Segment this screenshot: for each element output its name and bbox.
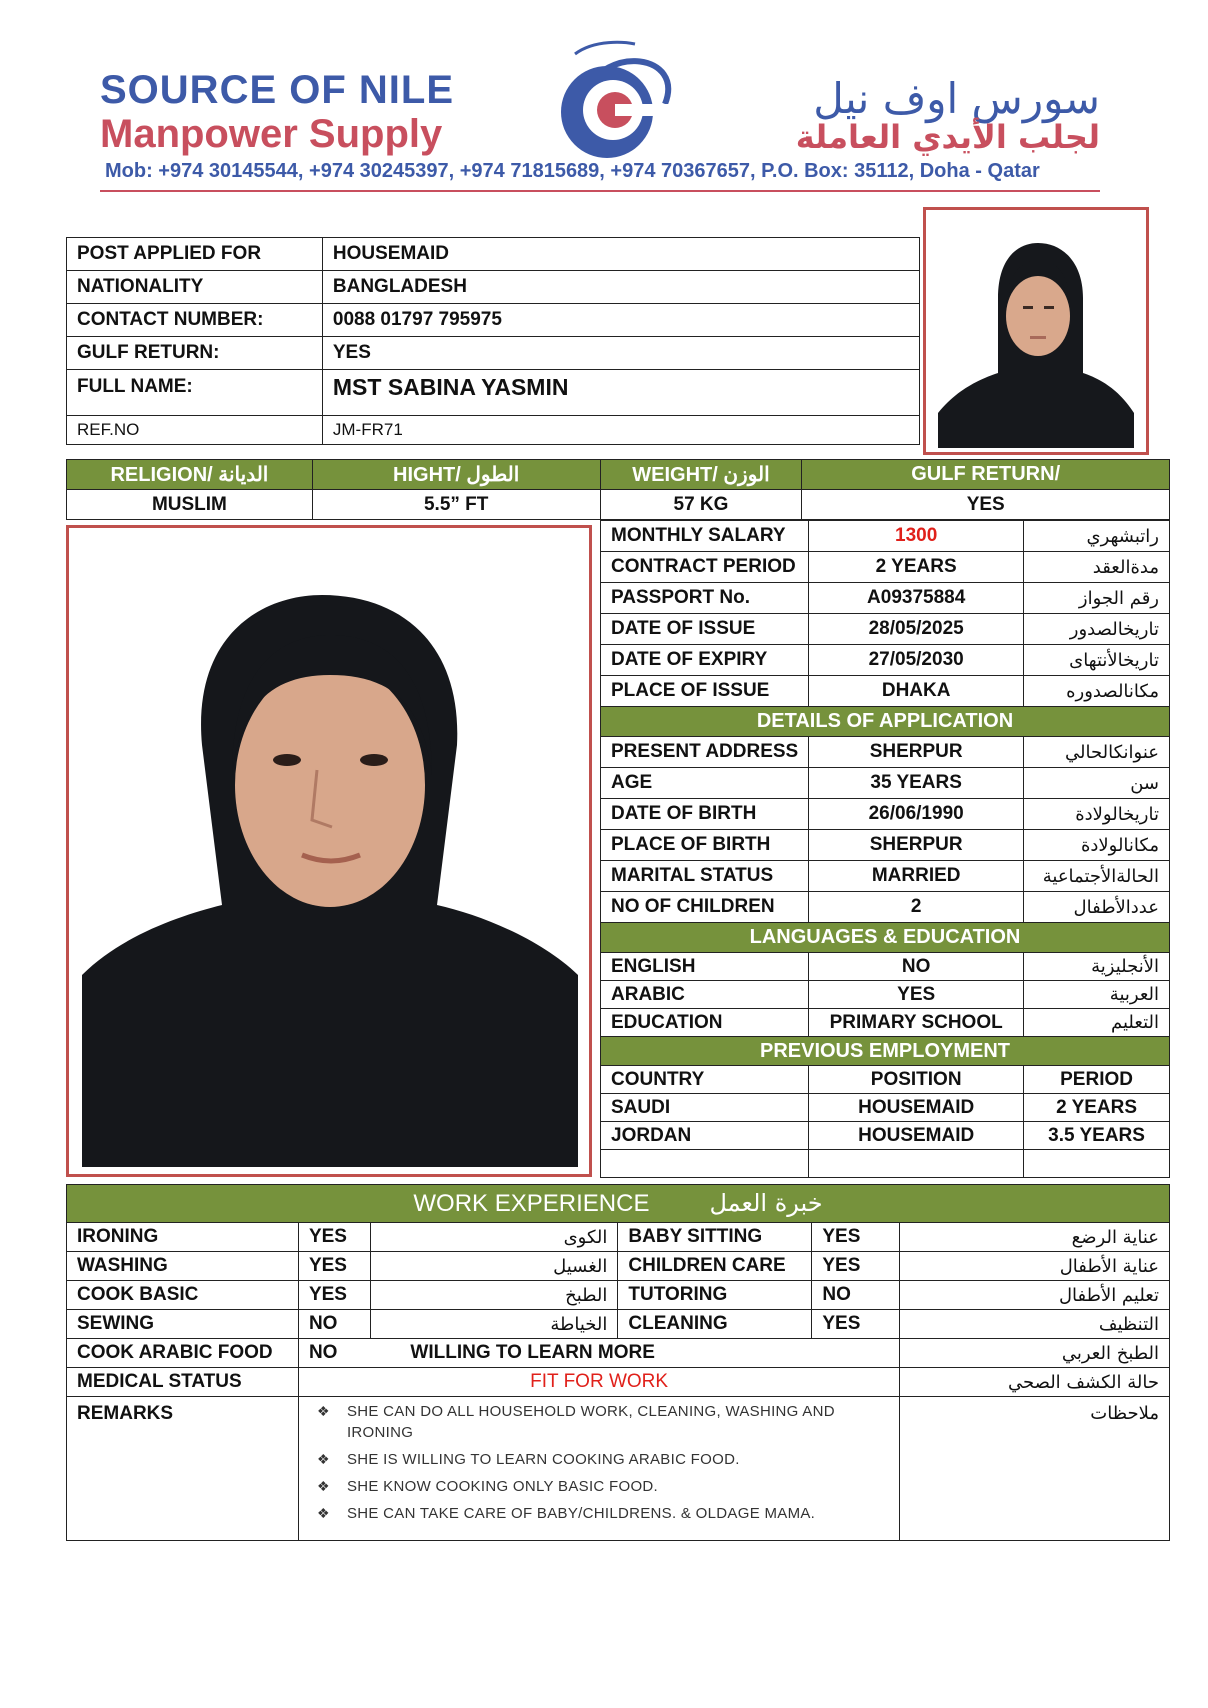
details-value: 26/06/1990 (809, 799, 1024, 830)
language-value: YES (809, 981, 1024, 1009)
skill-value: YES (298, 1281, 370, 1310)
work-title-en: WORK EXPERIENCE (413, 1190, 650, 1217)
arabic-food-label: COOK ARABIC FOOD (67, 1339, 299, 1368)
details-label-ar: الحالةالأجتماعية (1024, 861, 1170, 892)
contract-value: 27/05/2030 (809, 645, 1024, 676)
remark-item: ❖ SHE IS WILLING TO LEARN COOKING ARABIC FOOD. (347, 1449, 889, 1470)
details-value: SHERPUR (809, 830, 1024, 861)
company-name-ar: سورس اوف نيل (813, 74, 1100, 123)
table-row (601, 552, 1170, 583)
physical-info-table (66, 459, 1170, 520)
table-row (601, 799, 1170, 830)
header-divider (100, 190, 1100, 192)
full-name-value: MST SABINA YASMIN (322, 370, 919, 416)
skill-label: SEWING (67, 1310, 299, 1339)
skill-label: COOK BASIC (67, 1281, 299, 1310)
table-row (601, 614, 1170, 645)
gulf-return-value: YES (322, 337, 919, 370)
language-label-ar: التعليم (1024, 1009, 1170, 1037)
company-subtitle-ar: لجلب الأيدي العاملة (795, 118, 1100, 156)
details-label: DATE OF BIRTH (601, 799, 809, 830)
skill-label-ar: الغسيل (370, 1252, 618, 1281)
weight-value: 57 KG (600, 490, 802, 520)
contract-label: DATE OF EXPIRY (601, 645, 809, 676)
table-row (67, 1281, 1170, 1310)
contract-value: 2 YEARS (809, 552, 1024, 583)
work-title-ar: خبرة العمل (709, 1189, 823, 1217)
table-row (67, 1223, 1170, 1252)
gulf-value: YES (802, 490, 1170, 520)
employment-position-header: POSITION (809, 1066, 1024, 1094)
details-label: AGE (601, 768, 809, 799)
company-logo (545, 34, 685, 174)
remark-item: ❖ SHE CAN TAKE CARE OF BABY/CHILDRENS. & OLDAGE MAMA. (347, 1503, 889, 1524)
table-row (601, 861, 1170, 892)
contract-label: CONTRACT PERIOD (601, 552, 809, 583)
table-row (67, 1252, 1170, 1281)
remark-item: ❖ SHE KNOW COOKING ONLY BASIC FOOD. (347, 1476, 889, 1497)
contract-value: 1300 (809, 521, 1024, 552)
height-value: 5.5” FT (312, 490, 600, 520)
language-label: ENGLISH (601, 953, 809, 981)
arabic-food-note: WILLING TO LEARN MORE (370, 1339, 899, 1368)
details-label: NO OF CHILDREN (601, 892, 809, 923)
table-row (601, 768, 1170, 799)
skill-label: BABY SITTING (618, 1223, 812, 1252)
contract-label: PASSPORT No. (601, 583, 809, 614)
employment-empty-position (809, 1150, 1024, 1178)
contract-value: DHAKA (809, 676, 1024, 707)
language-label: ARABIC (601, 981, 809, 1009)
work-title-row (67, 1185, 1170, 1223)
skill-label-ar: عناية الرضع (900, 1223, 1170, 1252)
contract-value: A09375884 (809, 583, 1024, 614)
table-row (601, 737, 1170, 768)
applicant-photo-large (82, 545, 578, 1167)
skill-value: NO (298, 1310, 370, 1339)
language-value: PRIMARY SCHOOL (809, 1009, 1024, 1037)
details-label-ar: مكانالولادة (1024, 830, 1170, 861)
contract-label: MONTHLY SALARY (601, 521, 809, 552)
full-name-label: FULL NAME: (67, 370, 323, 416)
contract-label: DATE OF ISSUE (601, 614, 809, 645)
nationality-value: BANGLADESH (322, 271, 919, 304)
post-label: POST APPLIED FOR (67, 238, 323, 271)
gulf-return-label: GULF RETURN: (67, 337, 323, 370)
company-name-en: SOURCE OF NILE (100, 68, 455, 112)
contract-label-ar: تاريخالصدور (1024, 614, 1170, 645)
table-row (601, 953, 1170, 981)
skill-label: TUTORING (618, 1281, 812, 1310)
language-label: EDUCATION (601, 1009, 809, 1037)
employment-empty-period (1024, 1150, 1170, 1178)
details-label-ar: عنوانكالحالي (1024, 737, 1170, 768)
details-value: 35 YEARS (809, 768, 1024, 799)
details-value: SHERPUR (809, 737, 1024, 768)
skill-label-ar: الطبخ (370, 1281, 618, 1310)
skill-value: YES (812, 1223, 900, 1252)
contract-label-ar: تاريخالأنتهاى (1024, 645, 1170, 676)
work-experience-table (66, 1184, 1170, 1541)
contract-label-ar: راتبشهري (1024, 521, 1170, 552)
table-row (601, 1094, 1170, 1122)
medical-row (67, 1368, 1170, 1397)
table-row (601, 830, 1170, 861)
remarks-row (67, 1397, 1170, 1541)
employment-section-title: PREVIOUS EMPLOYMENT (601, 1037, 1170, 1066)
employment-position: HOUSEMAID (809, 1122, 1024, 1150)
nationality-label: NATIONALITY (67, 271, 323, 304)
employment-position: HOUSEMAID (809, 1094, 1024, 1122)
employment-section (601, 1037, 1170, 1066)
arabic-food-value: NO (298, 1339, 370, 1368)
language-label-ar: الأنجليزية (1024, 953, 1170, 981)
table-row (601, 676, 1170, 707)
employment-country-header: COUNTRY (601, 1066, 809, 1094)
company-contact: Mob: +974 30145544, +974 30245397, +974 71815689, +974 70367657, P.O. Box: 35112, Doha - Qatar (105, 160, 1040, 182)
table-row (601, 521, 1170, 552)
table-row (601, 645, 1170, 676)
applicant-photo-small (938, 238, 1134, 448)
height-header: HIGHT/ الطول (312, 460, 600, 490)
details-label: PLACE OF BIRTH (601, 830, 809, 861)
languages-section (601, 923, 1170, 953)
details-section-title: DETAILS OF APPLICATION (601, 707, 1170, 737)
skill-value: NO (812, 1281, 900, 1310)
remarks-list (298, 1397, 899, 1541)
skill-label: WASHING (67, 1252, 299, 1281)
skill-value: YES (298, 1223, 370, 1252)
application-details-table (600, 520, 1170, 1178)
contract-value: 28/05/2025 (809, 614, 1024, 645)
employment-country: SAUDI (601, 1094, 809, 1122)
arabic-food-label-ar: الطبخ العربي (900, 1339, 1170, 1368)
post-value: HOUSEMAID (322, 238, 919, 271)
skill-label: IRONING (67, 1223, 299, 1252)
table-row (67, 1310, 1170, 1339)
employment-period: 2 YEARS (1024, 1094, 1170, 1122)
details-label: PRESENT ADDRESS (601, 737, 809, 768)
contract-label: PLACE OF ISSUE (601, 676, 809, 707)
contact-value: 0088 01797 795975 (322, 304, 919, 337)
skill-label: CLEANING (618, 1310, 812, 1339)
contract-label-ar: رقم الجواز (1024, 583, 1170, 614)
table-row (601, 892, 1170, 923)
skill-label-ar: الخياطة (370, 1310, 618, 1339)
details-value: MARRIED (809, 861, 1024, 892)
contract-label-ar: مكانالصدوره (1024, 676, 1170, 707)
languages-section-title: LANGUAGES & EDUCATION (601, 923, 1170, 953)
skill-label-ar: الكوى (370, 1223, 618, 1252)
employment-country: JORDAN (601, 1122, 809, 1150)
details-label-ar: سن (1024, 768, 1170, 799)
employment-empty-row (601, 1150, 1170, 1178)
skill-label-ar: عناية الأطفال (900, 1252, 1170, 1281)
skill-value: YES (298, 1252, 370, 1281)
employment-empty-country (601, 1150, 809, 1178)
language-label-ar: العربية (1024, 981, 1170, 1009)
remarks-label-ar: ملاحظات (900, 1397, 1170, 1541)
skill-value: YES (812, 1310, 900, 1339)
religion-header: RELIGION/ الديانة (67, 460, 313, 490)
details-label-ar: تاريخالولادة (1024, 799, 1170, 830)
ref-value: JM-FR71 (322, 416, 919, 445)
gulf-header: GULF RETURN/ (802, 460, 1170, 490)
details-label: MARITAL STATUS (601, 861, 809, 892)
skill-label-ar: تعليم الأطفال (900, 1281, 1170, 1310)
language-value: NO (809, 953, 1024, 981)
table-row (601, 583, 1170, 614)
remarks-label: REMARKS (67, 1397, 299, 1541)
employment-period-header: PERIOD (1024, 1066, 1170, 1094)
company-subtitle-en: Manpower Supply (100, 112, 443, 156)
table-row (601, 1009, 1170, 1037)
applicant-info-table (66, 237, 920, 445)
table-row (601, 1122, 1170, 1150)
contact-label: CONTACT NUMBER: (67, 304, 323, 337)
details-label-ar: عددالأطفال (1024, 892, 1170, 923)
details-section (601, 707, 1170, 737)
ref-label: REF.NO (67, 416, 323, 445)
skill-label-ar: التنظيف (900, 1310, 1170, 1339)
arabic-food-row (67, 1339, 1170, 1368)
medical-value: FIT FOR WORK (298, 1368, 899, 1397)
details-value: 2 (809, 892, 1024, 923)
contract-label-ar: مدةالعقد (1024, 552, 1170, 583)
work-experience-title (67, 1185, 1170, 1223)
medical-label-ar: حالة الكشف الصحي (900, 1368, 1170, 1397)
religion-value: MUSLIM (67, 490, 313, 520)
table-row (601, 981, 1170, 1009)
skill-label: CHILDREN CARE (618, 1252, 812, 1281)
employment-header-row (601, 1066, 1170, 1094)
weight-header: WEIGHT/ الوزن (600, 460, 802, 490)
skill-value: YES (812, 1252, 900, 1281)
employment-period: 3.5 YEARS (1024, 1122, 1170, 1150)
medical-label: MEDICAL STATUS (67, 1368, 299, 1397)
remark-item: ❖ SHE CAN DO ALL HOUSEHOLD WORK, CLEANING, WASHING AND IRONING (347, 1401, 889, 1443)
